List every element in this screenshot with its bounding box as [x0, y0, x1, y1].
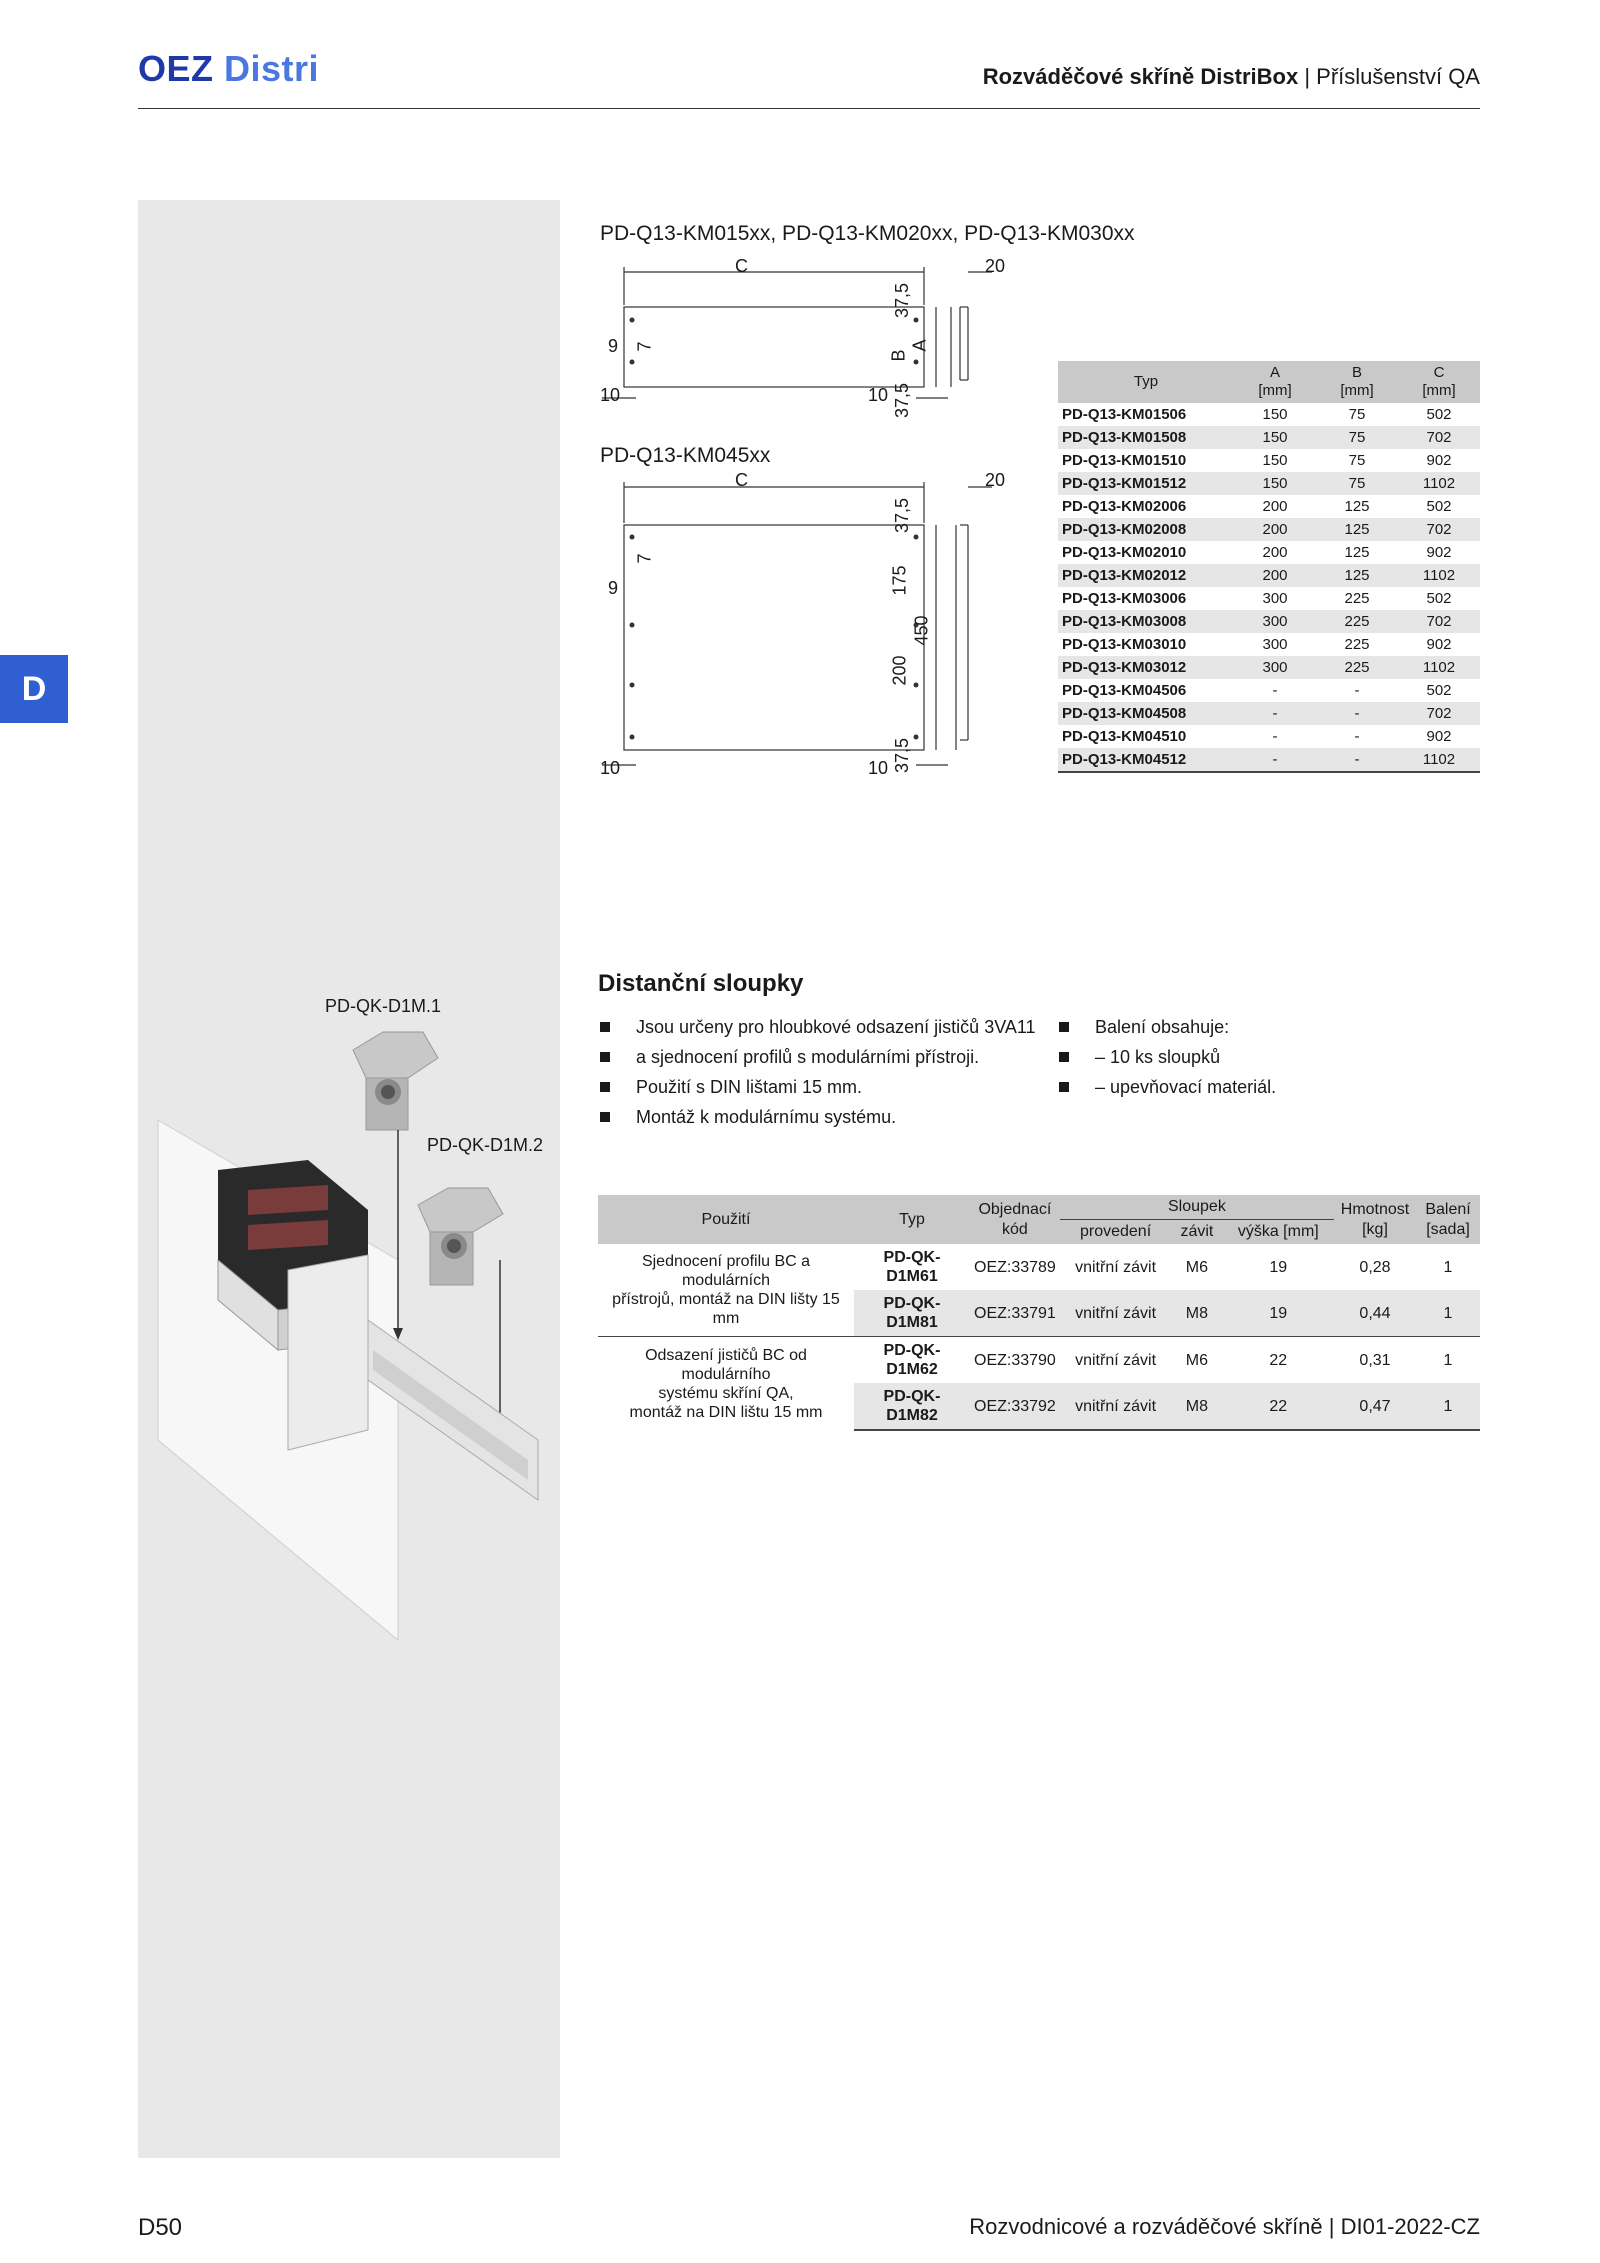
table-row	[1058, 587, 1480, 610]
dim-20-2: 20	[985, 470, 1006, 490]
dim-10-left: 10	[600, 385, 621, 405]
cell-kod: OEZ:33791	[970, 1290, 1060, 1337]
cell-pouziti	[598, 1244, 854, 1337]
section-title: Distanční sloupky	[598, 970, 804, 997]
section-tab: D	[0, 655, 68, 723]
dimension-table	[1058, 361, 1480, 773]
cell-baleni: 1	[1443, 1258, 1453, 1276]
cell-kod: OEZ:33790	[974, 1351, 1056, 1369]
cell-zavit: M6	[1185, 1351, 1209, 1369]
cell-a: -	[1272, 682, 1278, 699]
cell-provedeni: vnitřní závit	[1075, 1258, 1157, 1276]
list-item: Montáž k modulárnímu systému.	[598, 1102, 1036, 1132]
table-row	[598, 1337, 1480, 1384]
header-title: Rozváděčové skříně DistriBox | Příslušenství QA	[982, 64, 1480, 89]
cell-hmotnost: 0,47	[1334, 1383, 1416, 1430]
cell-c: 902	[1426, 452, 1452, 469]
cell-typ: PD-QK-D1M81	[854, 1290, 970, 1337]
dim-7: 7	[634, 341, 655, 352]
cell-c: 702	[1398, 426, 1480, 449]
list-item-sub: – upevňovací materiál.	[1057, 1072, 1276, 1102]
cell-c: 702	[1398, 702, 1480, 725]
table-row	[1058, 633, 1480, 656]
dim-10-right: 10	[868, 385, 889, 405]
cell-provedeni: vnitřní závit	[1060, 1290, 1171, 1337]
cell-a: 150	[1262, 406, 1288, 423]
table-row	[1058, 403, 1480, 426]
col-baleni: Balení [sada]	[1416, 1195, 1480, 1244]
pouziti-line: Odsazení jističů BC od modulárního	[645, 1346, 807, 1383]
cell-typ: PD-Q13-KM04508	[1058, 702, 1234, 725]
cell-c: 702	[1398, 610, 1480, 633]
col-typ: Typ	[1058, 361, 1234, 403]
col-hmotnost: Hmotnost [kg]	[1334, 1195, 1416, 1244]
cell-typ: PD-Q13-KM03012	[1058, 656, 1234, 679]
spec-table	[598, 1195, 1480, 1431]
cell-c: 1102	[1398, 748, 1480, 772]
cell-a: 300	[1262, 636, 1288, 653]
list-item-continuation: a sjednocení profilů s modulárními přístroji.	[598, 1042, 1036, 1072]
list-item-sub: – 10 ks sloupků	[1057, 1042, 1276, 1072]
cell-b: -	[1316, 702, 1398, 725]
col-a: A [mm]	[1234, 361, 1316, 403]
dim-200: 200	[889, 655, 910, 686]
cell-typ: PD-Q13-KM02012	[1058, 564, 1234, 587]
figure-2-title: PD-Q13-KM045xx	[600, 444, 771, 467]
table-header-row	[1058, 361, 1480, 403]
cell-b: -	[1354, 682, 1360, 699]
cell-c: 502	[1426, 406, 1452, 423]
dim-175: 175	[889, 565, 910, 596]
table-header-row	[598, 1195, 1480, 1220]
cell-a: -	[1272, 728, 1278, 745]
list-item: Balení obsahuje:	[1057, 1012, 1276, 1042]
cell-typ: PD-Q13-KM04512	[1058, 748, 1234, 772]
dim-20: 20	[985, 256, 1006, 276]
cell-zavit: M6	[1185, 1258, 1209, 1276]
cell-a: 300	[1234, 656, 1316, 679]
cell-typ: PD-QK-D1M82	[854, 1383, 970, 1430]
dim-7-2: 7	[634, 553, 655, 564]
cell-c: 1102	[1398, 656, 1480, 679]
dim-a: A	[909, 339, 930, 352]
cell-provedeni: vnitřní závit	[1060, 1383, 1171, 1430]
cell-a: 150	[1234, 472, 1316, 495]
cell-a: 200	[1234, 564, 1316, 587]
list-item: Jsou určeny pro hloubkové odsazení jističů 3VA11	[598, 1012, 1036, 1042]
list-item: Použití s DIN lištami 15 mm.	[598, 1072, 1036, 1102]
cell-typ: PD-Q13-KM01512	[1058, 472, 1234, 495]
page-number: D50	[138, 2214, 183, 2241]
cell-b: 75	[1316, 472, 1398, 495]
cell-a: 200	[1262, 498, 1288, 515]
cell-vyska: 22	[1223, 1383, 1334, 1430]
table-row	[1058, 472, 1480, 495]
cell-typ: PD-Q13-KM04506	[1062, 682, 1187, 699]
dim-b: B	[888, 349, 909, 362]
col-c: C [mm]	[1398, 361, 1480, 403]
header-divider	[138, 108, 1480, 109]
cell-b: 125	[1316, 564, 1398, 587]
cell-typ: PD-Q13-KM03006	[1062, 590, 1187, 607]
cell-c: 1102	[1398, 472, 1480, 495]
figure-1-title: PD-Q13-KM015xx, PD-Q13-KM020xx, PD-Q13-KM030xx	[600, 222, 1135, 245]
cell-zavit: M8	[1171, 1290, 1222, 1337]
cell-c: 502	[1426, 590, 1452, 607]
cell-vyska: 19	[1223, 1290, 1334, 1337]
dim-10-right-2: 10	[868, 758, 889, 778]
product-label-d1m1: PD-QK-D1M.1	[325, 996, 442, 1016]
document-footer: Rozvodnicové a rozváděčové skříně | DI01-2022-CZ	[969, 2214, 1480, 2239]
cell-b: 225	[1344, 590, 1370, 607]
cell-typ: PD-Q13-KM02006	[1062, 498, 1187, 515]
dim-37-5-top: 37,5	[892, 282, 913, 319]
cell-a: 150	[1234, 426, 1316, 449]
cell-vyska: 19	[1269, 1258, 1288, 1276]
dim-10-left-2: 10	[600, 758, 621, 778]
pouziti-line: montáž na DIN lištu 15 mm	[629, 1403, 823, 1421]
figure-1-drawing	[596, 250, 1016, 415]
col-b: B [mm]	[1316, 361, 1398, 403]
dim-37-5-top-2: 37,5	[892, 497, 913, 534]
cell-b: -	[1354, 728, 1360, 745]
cell-b: 75	[1348, 452, 1366, 469]
dim-450: 450	[911, 615, 932, 646]
cell-c: 502	[1426, 682, 1452, 699]
cell-kod: OEZ:33789	[974, 1258, 1056, 1276]
product-label-d1m2: PD-QK-D1M.2	[427, 1135, 544, 1155]
cell-a: 200	[1234, 518, 1316, 541]
cell-b: 125	[1344, 544, 1370, 561]
cell-c: 902	[1426, 544, 1452, 561]
cell-a: -	[1234, 748, 1316, 772]
cell-baleni: 1	[1443, 1351, 1453, 1369]
table-row	[1058, 748, 1480, 772]
col-provedeni: provedení	[1060, 1220, 1171, 1245]
cell-typ: PD-Q13-KM03010	[1062, 636, 1187, 653]
cell-c: 702	[1398, 518, 1480, 541]
cell-b: 225	[1316, 656, 1398, 679]
cell-hmotnost: 0,28	[1359, 1258, 1391, 1276]
table-row	[1058, 610, 1480, 633]
dim-c-2: C	[735, 470, 748, 490]
cell-typ: PD-Q13-KM01506	[1062, 406, 1187, 423]
dim-9-2: 9	[608, 578, 619, 598]
dim-37-5-bottom-2: 37,5	[892, 737, 913, 774]
cell-provedeni: vnitřní závit	[1075, 1351, 1157, 1369]
cell-hmotnost: 0,31	[1359, 1351, 1391, 1369]
mounting-illustration	[138, 1010, 560, 1640]
cell-b: 75	[1348, 406, 1366, 423]
cell-typ: PD-Q13-KM02008	[1058, 518, 1234, 541]
cell-typ: PD-QK-D1M62	[883, 1342, 941, 1378]
col-sloupek: Sloupek	[1060, 1195, 1334, 1220]
table-row	[1058, 679, 1480, 702]
dim-c: C	[735, 256, 748, 276]
table-row	[1058, 541, 1480, 564]
pouziti-line: přístrojů, montáž na DIN lišty 15 mm	[612, 1291, 840, 1327]
cell-b: 125	[1316, 518, 1398, 541]
cell-c: 902	[1426, 728, 1452, 745]
cell-typ: PD-Q13-KM01508	[1058, 426, 1234, 449]
cell-vyska: 22	[1269, 1351, 1288, 1369]
cell-b: 225	[1316, 610, 1398, 633]
dim-9: 9	[608, 336, 619, 356]
table-row	[1058, 725, 1480, 748]
table-row	[1058, 518, 1480, 541]
package-list	[1057, 1012, 1276, 1102]
col-pouziti: Použití	[598, 1195, 854, 1244]
table-row	[598, 1244, 1480, 1290]
cell-typ: PD-Q13-KM01510	[1062, 452, 1187, 469]
cell-typ: PD-Q13-KM02010	[1062, 544, 1187, 561]
pouziti-line: systému skříní QA,	[658, 1384, 794, 1402]
pouziti-line: Sjednocení profilu BC a modulárních	[641, 1253, 811, 1289]
cell-c: 1102	[1398, 564, 1480, 587]
brand-logo: OEZ Distri	[138, 48, 320, 89]
dim-37-5-bottom: 37,5	[892, 382, 913, 419]
cell-pouziti	[598, 1337, 854, 1431]
col-zavit: závit	[1171, 1220, 1222, 1245]
cell-baleni: 1	[1416, 1383, 1480, 1430]
table-row	[1058, 656, 1480, 679]
table-row	[1058, 702, 1480, 725]
cell-b: 75	[1316, 426, 1398, 449]
col-vyska: výška [mm]	[1223, 1220, 1334, 1245]
table-row	[1058, 426, 1480, 449]
col-typ: Typ	[854, 1195, 970, 1244]
cell-a: 200	[1262, 544, 1288, 561]
cell-a: 300	[1262, 590, 1288, 607]
cell-typ: PD-QK-D1M61	[883, 1249, 941, 1285]
cell-b: -	[1316, 748, 1398, 772]
cell-baleni: 1	[1416, 1290, 1480, 1337]
cell-kod: OEZ:33792	[970, 1383, 1060, 1430]
cell-b: 125	[1344, 498, 1370, 515]
figure-2-drawing	[596, 475, 1016, 780]
cell-a: 150	[1262, 452, 1288, 469]
cell-hmotnost: 0,44	[1334, 1290, 1416, 1337]
cell-typ: PD-Q13-KM03008	[1058, 610, 1234, 633]
col-kod: Objednací kód	[970, 1195, 1060, 1244]
cell-typ: PD-Q13-KM04510	[1062, 728, 1187, 745]
feature-list	[598, 1012, 1036, 1132]
cell-c: 902	[1426, 636, 1452, 653]
cell-zavit: M8	[1171, 1383, 1222, 1430]
table-row	[1058, 564, 1480, 587]
cell-b: 225	[1344, 636, 1370, 653]
table-row	[1058, 449, 1480, 472]
cell-a: 300	[1234, 610, 1316, 633]
cell-a: -	[1234, 702, 1316, 725]
cell-c: 502	[1426, 498, 1452, 515]
table-row	[1058, 495, 1480, 518]
